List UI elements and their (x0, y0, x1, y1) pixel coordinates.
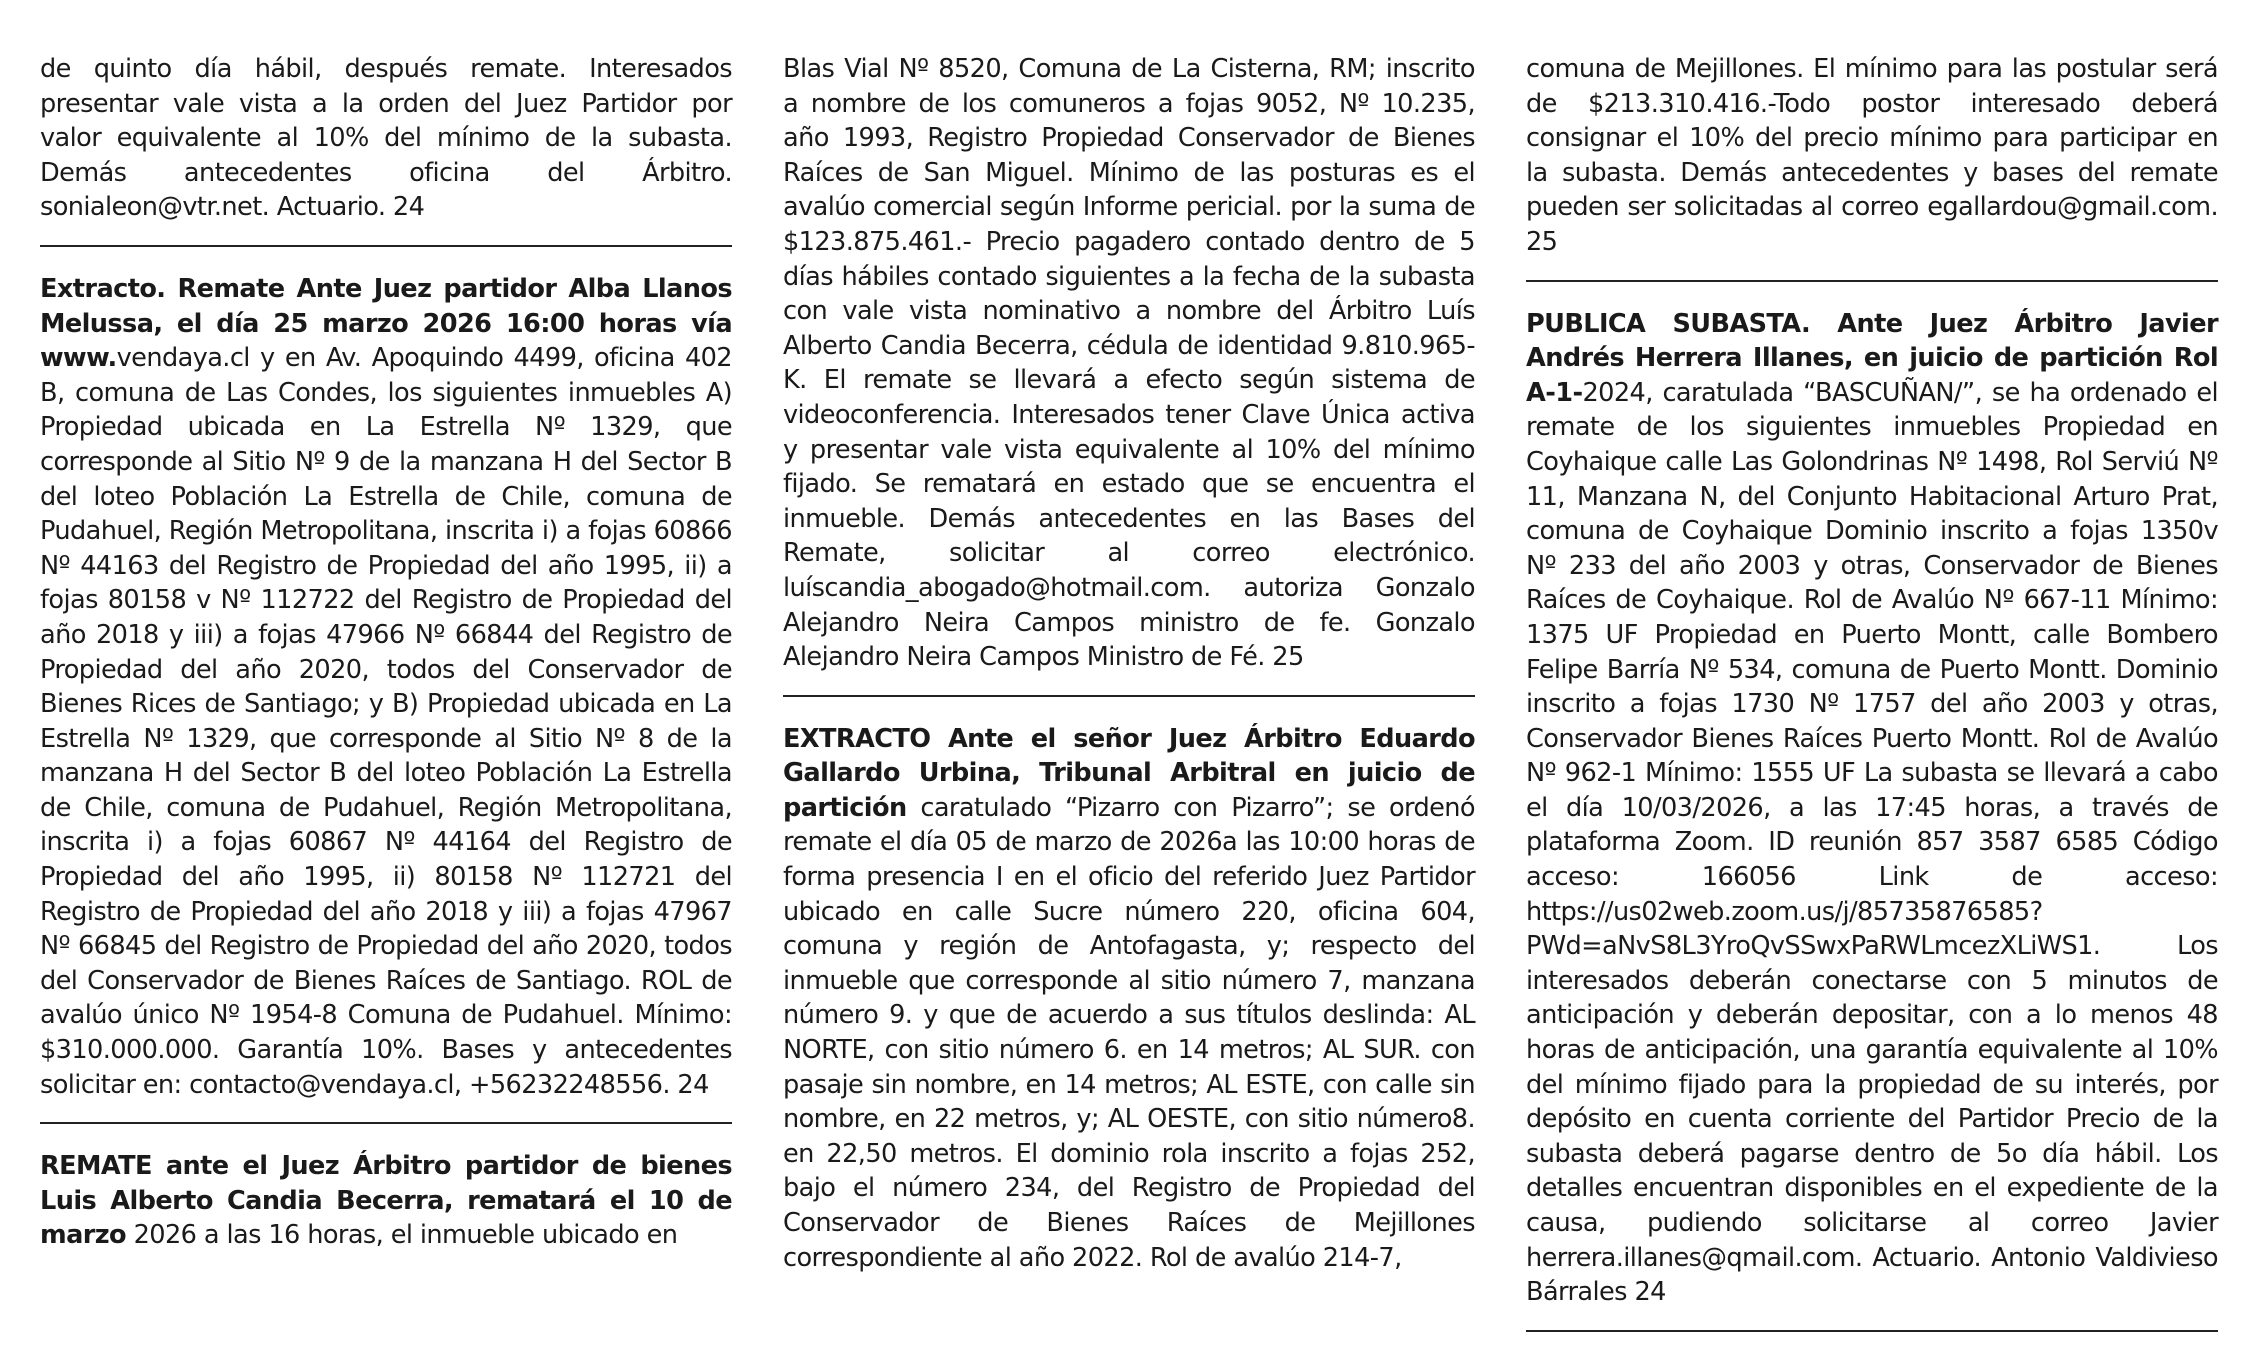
notice-body: comuna de Mejillones. El mínimo para las postular será de $213.310.416.-Todo postor interesado deberá consignar el 10% del precio mínimo para participar en la subasta. Demás antecedentes y bases del remate pueden ser solicitadas al correo egallardou@gmail.com. 25 (1526, 54, 2218, 257)
notice-body: caratulado “Pizarro con Pizarro”; se ordenó remate el día 05 de marzo de 2026a las 10:00 horas de forma presencia I en el oficio del referido Juez Partidor ubicado en calle Sucre número 220, oficina 604, comuna y región de Antofagasta, y; respecto del inmueble que corresponde al sitio número 7, manzana número 9. y que de acuerdo a sus títulos deslinda: AL NORTE, con sitio número 6. en 14 metros; AL SUR. con pasaje sin nombre, en 14 metros; AL ESTE, con calle sin nombre, en 22 metros, y; AL OESTE, con sitio número8. en 22,50 metros. El dominio rola inscrito a fojas 252, bajo el número 234, del Registro de Propiedad del Conservador de Bienes Raíces de Mejillones correspondiente al año 2022. Rol de avalúo 214-7, (783, 792, 1475, 1273)
column-2 (783, 52, 1475, 1275)
notice-paragraph (783, 52, 1475, 675)
notice-publica-subasta-herrera (1526, 307, 2218, 1310)
notice-paragraph (1526, 307, 2218, 1310)
notice-body: 2024, caratulada “BASCUÑAN/”, se ha ordenado el remate de los siguientes inmuebles Propiedad en Coyhaique calle Las Golondrinas Nº 1498, Rol Serviú Nº 11, Manzana N, del Conjunto Habitacional Arturo Prat, comuna de Coyhaique Dominio inscrito a fojas 1350v Nº 233 del año 2003 y otras, Conservador de Bienes Raíces de Coyhaique. Rol de Avalúo Nº 667-11 Mínimo: 1375 UF Propiedad en Puerto Montt, calle Bombero Felipe Barría Nº 534, comuna de Puerto Montt. Dominio inscrito a fojas 1730 Nº 1757 del año 2003 y otras, Conservador Bienes Raíces Puerto Montt. Rol de Avalúo Nº 962-1 Mínimo: 1555 UF La subasta se llevará a cabo el día 10/03/2026, a las 17:45 horas, a través de plataforma Zoom. ID reunión 857 3587 6585 Código acceso: 166056 Link de acceso: https://us02web.zoom.us/j/85735876585?PWd=aNvS8L3YroQvSSwxPaRWLmcezXLiWS1. Los interesados deberán conectarse con 5 minutos de anticipación y deberán depositar, con a lo menos 48 horas de anticipación, una garantía equivalente al 10% del mínimo fijado para la propiedad de su interés, por depósito en cuenta corriente del Partidor Precio de la subasta deberá pagarse dentro de 5o día hábil. Los detalles encuentran disponibles en el expediente de la causa, pudiendo solicitarse al correo Javier herrera.illanes@qmail.com. Actuario. Antonio Valdivieso Bárrales 24 (1526, 377, 2218, 1308)
divider-rule (1526, 280, 2218, 282)
notice-remate-candia-becerra (40, 1149, 732, 1253)
notice-continued (40, 52, 732, 225)
notice-paragraph (40, 272, 732, 1102)
column-3 (1526, 52, 2218, 1357)
notice-paragraph (1526, 52, 2218, 260)
notice-continued (1526, 52, 2218, 260)
notice-heading: PUBLICA SUBASTA. Ante Juez Árbitro Javier Andrés Herrera Illanes, en juicio de partición Rol A-1- (1526, 308, 2218, 408)
divider-rule (40, 1122, 732, 1124)
notice-paragraph (40, 52, 732, 225)
notice-body: de quinto día hábil, después remate. Interesados presentar vale vista a la orden del Juez Partidor por valor equivalente al 10% del mínimo de la subasta. Demás antecedentes oficina del Árbitro. sonialeon@vtr.net. Actuario. 24 (40, 54, 732, 223)
notice-body: 2026 a las 16 horas, el inmueble ubicado en (126, 1220, 678, 1251)
notice-body: vendaya.cl y en Av. Apoquindo 4499, oficina 402 B, comuna de Las Condes, los siguientes inmuebles A) Propiedad ubicada en La Estrella Nº 1329, que corresponde al Sitio Nº 9 de la manzana H del Sector B del loteo Población La Estrella de Chile, comuna de Pudahuel, Región Metropolitana, inscrita i) a fojas 60866 Nº 44163 del Registro de Propiedad del año 1995, ii) a fojas 80158 v Nº 112722 del Registro de Propiedad del año 2018 y iii) a fojas 47966 Nº 66844 del Registro de Propiedad del año 2020, todos del Conservador de Bienes Rices de Santiago; y B) Propiedad ubicada en La Estrella Nº 1329, que corresponde al Sitio Nº 8 de la manzana H del Sector B del loteo Población La Estrella de Chile, comuna de Pudahuel, Región Metropolitana, inscrita i) a fojas 60867 Nº 44164 del Registro de Propiedad del año 1995, ii) 80158 Nº 112721 del Registro de Propiedad del año 2018 y iii) a fojas 47967 Nº 66845 del Registro de Propiedad del año 2020, todos del Conservador de Bienes Raíces de Santiago. ROL de avalúo único Nº 1954-8 Comuna de Pudahuel. Mínimo: $310.000.000. Garantía 10%. Bases y antecedentes solicitar en: contacto@vendaya.cl, +56232248556. 24 (40, 343, 732, 1100)
notice-paragraph (40, 1149, 732, 1253)
notice-extracto-gallardo-urbina (783, 722, 1475, 1276)
notice-heading: REMATE ante el Juez Árbitro partidor de bienes Luis Alberto Candia Becerra, rematará el 10 de marzo (40, 1151, 732, 1251)
notice-paragraph (783, 722, 1475, 1276)
notice-body: Blas Vial Nº 8520, Comuna de La Cisterna, RM; inscrito a nombre de los comuneros a fojas 9052, Nº 10.235, año 1993, Registro Propiedad Conservador de Bienes Raíces de San Miguel. Mínimo de las posturas es el avalúo comercial según Informe pericial. por la suma de $123.875.461.- Precio pagadero contado dentro de 5 días hábiles contado siguientes a la fecha de la subasta con vale vista nominativo a nombre del Árbitro Luís Alberto Candia Becerra, cédula de identidad 9.810.965-K. El remate se llevará a efecto según sistema de videoconferencia. Interesados tener Clave Única activa y presentar vale vista equivalente al 10% del mínimo fijado. Se rematará en estado que se encuentra el inmueble. Demás antecedentes en las Bases del Remate, solicitar al correo electrónico. luíscandia_abogado@hotmail.com. autoriza Gonzalo Alejandro Neira Campos ministro de fe. Gonzalo Alejandro Neira Campos Ministro de Fé. 25 (783, 54, 1475, 673)
notice-remate-alba-llanos (40, 272, 732, 1102)
divider-rule (1526, 1330, 2218, 1332)
divider-rule (783, 695, 1475, 697)
notice-heading: Extracto. Remate Ante Juez partidor Alba Llanos Melussa, el día 25 marzo 2026 16:00 horas vía www. (40, 273, 732, 374)
column-1 (40, 52, 732, 1253)
notice-heading: EXTRACTO Ante el señor Juez Árbitro Eduardo Gallardo Urbina, Tribunal Arbitral en juicio de partición (783, 723, 1475, 823)
divider-rule (40, 245, 732, 247)
notice-continued (783, 52, 1475, 675)
